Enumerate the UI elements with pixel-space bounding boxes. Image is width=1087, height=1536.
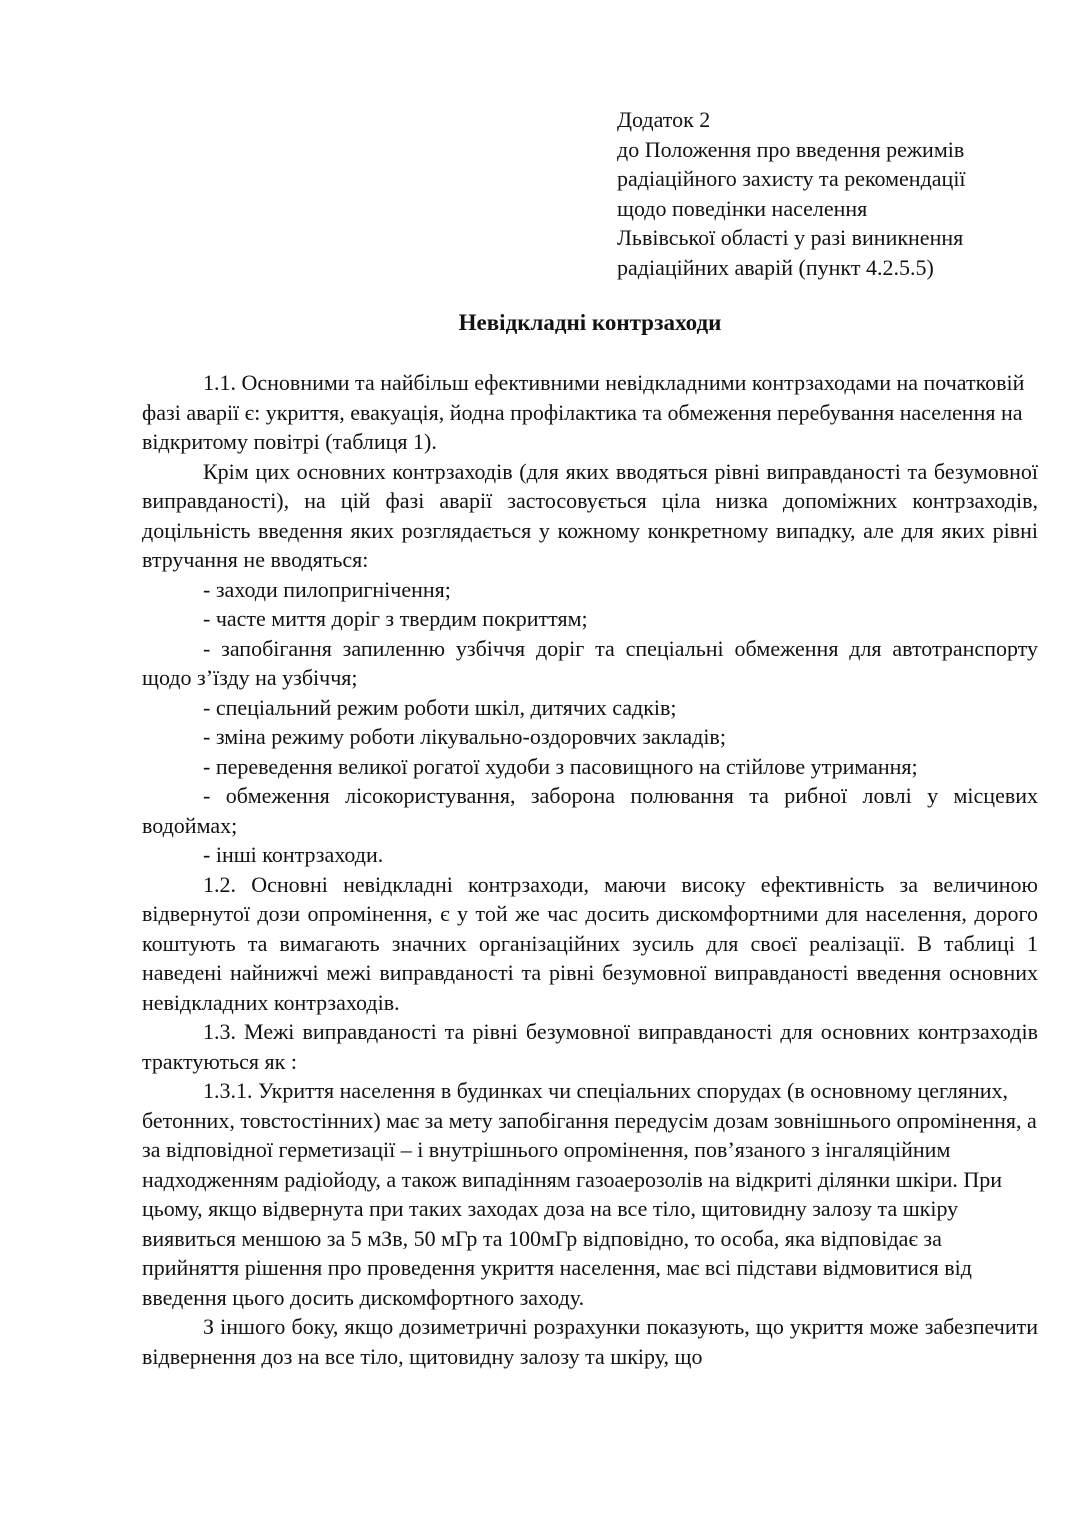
list-item-cattle-keeping: - переведення великої рогатої худоби з пасовищного на стійлове утримання; (203, 753, 918, 779)
appendix-line: Львівської області у разі виникнення (617, 225, 964, 250)
paragraph-1-3-1: 1.3.1. Укриття населення в будинках чи спеціальних спорудах (в основному цегляних, бетонних, товстостінних) має за мету запобігання передусім дозам зовнішнього опромінення, а за відповідної герметизації – і внутрішнього опромінення, пов’язаного з інгаляційним надходженням радіойоду, а також випадінням газоаерозолів на відкриті ділянки шкіри. При цьому, якщо відвернута при таких заходах доза на все тіло, щитовидну залозу та шкіру виявиться меншою за 5 мЗв, 50 мГр та 100мГр відповідно, то особа, яка відповідає за прийняття рішення про проведення укриття населення, має всі підстави відмовитися від введення цього досить дискомфортного заходу. (142, 1078, 1037, 1310)
document-title: Невідкладні контрзаходи (458, 310, 722, 335)
appendix-line: до Положення про введення режимів (617, 136, 965, 162)
paragraph-1-1: 1.1. Основними та найбільш ефективними невідкладними контрзаходами на початковій фазі аварії є: укриття, евакуація, йодна профілактика та обмеження перебування населення на відкритому повітрі (таблиця 1). (142, 370, 1025, 454)
paragraph-1-3: 1.3. Межі виправданості та рівні безумовної виправданості для основних контрзаходів трактуються як : (142, 1019, 1038, 1074)
appendix-line: радіаційного захисту та рекомендації (617, 166, 966, 191)
appendix-line: Додаток 2 (617, 107, 711, 132)
list-item-road-washing: - часте миття доріг з твердим покриттям; (203, 606, 588, 631)
list-item-forest-hunting-fishing: - обмеження лісокористування, заборона полювання та рибної ловлі у місцевих водоймах; (142, 783, 1038, 838)
paragraph-auxiliary-countermeasures: Крім цих основних контрзаходів (для яких вводяться рівні виправданості та безумовної виправданості), на цій фазі аварії застосовується ціла низка допоміжних контрзаходів, доцільність введення яких розглядається у кожному конкретному випадку, але для яких рівні втручання не вводяться: (142, 458, 1038, 572)
paragraph-1-2: 1.2. Основні невідкладні контрзаходи, маючи високу ефективність за величиною відвернутої дози опромінення, є у той же час досить дискомфортними для населення, дорого коштують та вимагають значних організаційних зусиль для своєї реалізації. В таблиці 1 наведені найнижчі межі виправданості та рівні безумовної виправданості введення основних невідкладних контрзаходів. (142, 871, 1038, 1015)
list-item-roadside-dust-prevention: - запобігання запиленню узбіччя доріг та спеціальні обмеження для автотранспорту щодо з’їзду на узбіччя; (142, 635, 1038, 690)
appendix-reference-block (617, 105, 1038, 282)
paragraph-other-side: З іншого боку, якщо дозиметричні розрахунки показують, що укриття може забезпечити відвернення доз на все тіло, щитовидну залозу та шкіру, що (142, 1314, 1038, 1369)
appendix-line: щодо поведінки населення (617, 195, 868, 221)
appendix-line: радіаційних аварій (пункт 4.2.5.5) (617, 254, 934, 280)
list-item-dust-suppression: - заходи пилопригнічення; (203, 576, 451, 602)
list-item-schools-regime: - спеціальний режим роботи шкіл, дитячих садків; (203, 694, 677, 720)
list-item-medical-facilities-regime: - зміна режиму роботи лікувально-оздоровчих закладів; (203, 724, 726, 749)
list-item-other-countermeasures: - інші контрзаходи. (203, 842, 384, 867)
